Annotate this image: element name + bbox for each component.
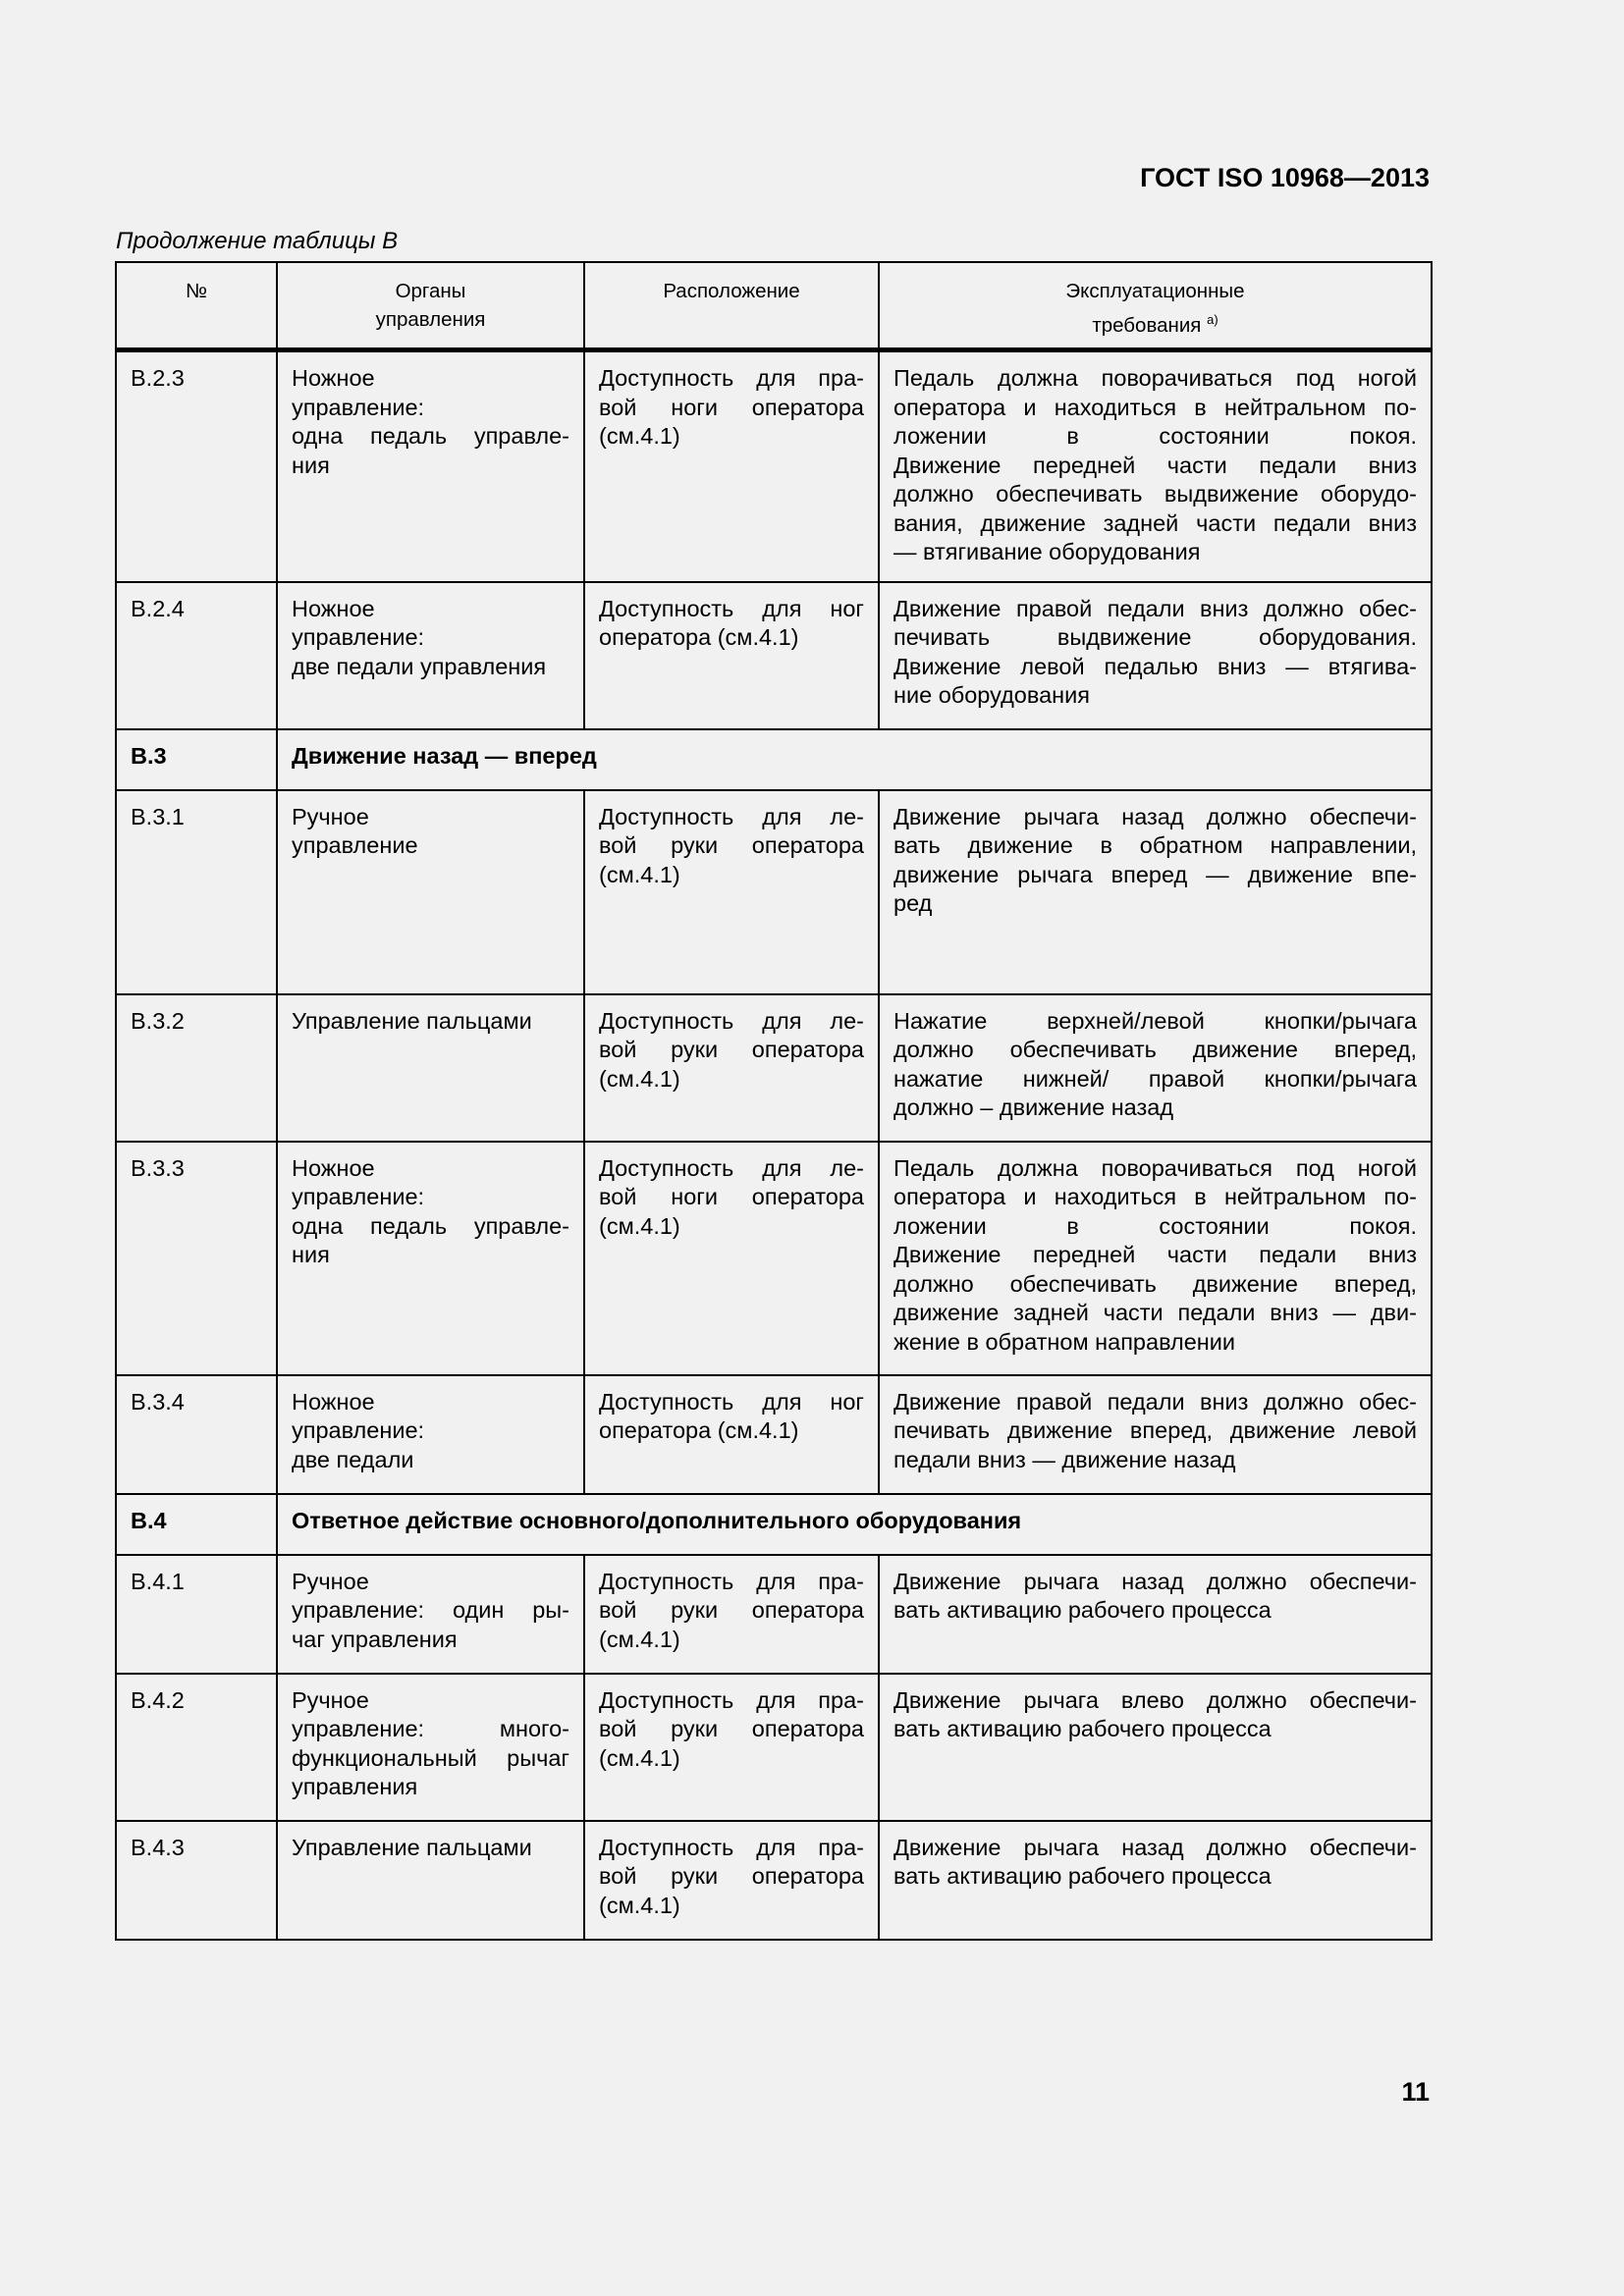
row-requirements-line: Движение правой педали вниз должно обес- bbox=[893, 1388, 1417, 1415]
row-num: B.3.4 bbox=[116, 1375, 277, 1494]
row-location-line: (см.4.1) bbox=[599, 423, 680, 449]
row-location-line: оператора (см.4.1) bbox=[599, 1417, 799, 1443]
row-location-line: (см.4.1) bbox=[599, 1626, 680, 1652]
row-requirements-line: ложении в состоянии покоя. bbox=[893, 1212, 1417, 1239]
row-requirements-line: оператора и находиться в нейтральном по- bbox=[893, 1184, 1417, 1209]
row-location-line: вой руки оператора bbox=[599, 1597, 864, 1623]
table-row bbox=[116, 1674, 1432, 1821]
table-row bbox=[116, 994, 1432, 1142]
row-location-line: вой руки оператора bbox=[599, 1863, 864, 1889]
table-row bbox=[116, 582, 1432, 729]
row-requirements-line: должно обеспечивать выдвижение оборудо- bbox=[893, 481, 1417, 507]
table-row bbox=[116, 350, 1432, 582]
footnote-marker: а) bbox=[1207, 312, 1218, 327]
row-controls-line: Ручное bbox=[292, 803, 369, 829]
row-requirements bbox=[879, 350, 1432, 582]
row-controls-line: одна педаль управле- bbox=[292, 1212, 569, 1239]
row-controls-line: управление: много- bbox=[292, 1716, 569, 1741]
row-controls bbox=[277, 1555, 584, 1674]
row-location-line: (см.4.1) bbox=[599, 1212, 680, 1239]
row-requirements bbox=[879, 1821, 1432, 1940]
row-location-line: вой руки оператора bbox=[599, 1037, 864, 1062]
row-controls-line: управление: bbox=[292, 1417, 425, 1443]
row-requirements-line: движение задней части педали вниз — дви- bbox=[893, 1300, 1417, 1325]
row-controls bbox=[277, 994, 584, 1142]
section-title: Движение назад — вперед bbox=[277, 729, 1432, 790]
controls-table bbox=[115, 261, 1433, 1941]
row-requirements bbox=[879, 1674, 1432, 1821]
row-location bbox=[584, 994, 879, 1142]
row-requirements-line: вать активацию рабочего процесса bbox=[893, 1863, 1272, 1889]
row-location-line: (см.4.1) bbox=[599, 1744, 680, 1771]
row-location-line: Доступность для ног bbox=[599, 1388, 864, 1415]
row-requirements bbox=[879, 1142, 1432, 1375]
row-requirements-line: вать движение в обратном направлении, bbox=[893, 832, 1417, 858]
row-location-line: Доступность для ле- bbox=[599, 1154, 864, 1181]
row-requirements-line: Движение рычага влево должно обеспечи- bbox=[893, 1686, 1417, 1713]
row-controls-line: Ножное bbox=[292, 1388, 375, 1415]
row-controls bbox=[277, 1674, 584, 1821]
row-requirements bbox=[879, 1555, 1432, 1674]
row-controls-line: Ножное bbox=[292, 1154, 375, 1181]
table-row bbox=[116, 1375, 1432, 1494]
row-requirements bbox=[879, 582, 1432, 729]
section-title: Ответное действие основного/дополнительного оборудования bbox=[277, 1494, 1432, 1555]
row-requirements-line: Движение рычага назад должно обеспечи- bbox=[893, 1834, 1417, 1860]
row-num: B.3.3 bbox=[116, 1142, 277, 1375]
row-location bbox=[584, 1555, 879, 1674]
row-controls-line: управление: bbox=[292, 394, 425, 420]
row-num: B.4.1 bbox=[116, 1555, 277, 1674]
row-num: B.2.4 bbox=[116, 582, 277, 729]
row-controls-line: две педали bbox=[292, 1446, 414, 1472]
row-controls-line: Ручное bbox=[292, 1686, 369, 1713]
row-requirements-line: Педаль должна поворачиваться под ногой bbox=[893, 1154, 1417, 1181]
row-requirements-line: — втягивание оборудования bbox=[893, 539, 1201, 564]
row-requirements-line: оператора и находиться в нейтральном по- bbox=[893, 394, 1417, 420]
row-controls bbox=[277, 350, 584, 582]
row-location-line: вой руки оператора bbox=[599, 1716, 864, 1741]
row-location bbox=[584, 1674, 879, 1821]
row-controls-line: управление: bbox=[292, 1184, 425, 1209]
row-location-line: Доступность для ног bbox=[599, 595, 864, 621]
row-requirements-line: движение рычага вперед — движение впе- bbox=[893, 861, 1417, 887]
row-controls-line: управление: один ры- bbox=[292, 1597, 569, 1623]
row-controls-line: Управление пальцами bbox=[292, 1007, 532, 1034]
row-location-line: Доступность для пра- bbox=[599, 365, 864, 391]
row-location-line: вой ноги оператора bbox=[599, 394, 864, 420]
row-controls bbox=[277, 582, 584, 729]
row-location-line: Доступность для ле- bbox=[599, 1007, 864, 1034]
row-controls-line: функциональный рычаг bbox=[292, 1744, 569, 1771]
row-location bbox=[584, 790, 879, 994]
row-num: B.3.2 bbox=[116, 994, 277, 1142]
row-requirements-line: ние оборудования bbox=[893, 682, 1090, 708]
row-controls bbox=[277, 1375, 584, 1494]
row-requirements-line: ложении в состоянии покоя. bbox=[893, 423, 1417, 449]
section-num: B.4 bbox=[116, 1494, 277, 1555]
row-location-line: Доступность для пра- bbox=[599, 1834, 864, 1860]
row-requirements-line: должно обеспечивать движение вперед, bbox=[893, 1037, 1417, 1062]
row-requirements-line: Движение правой педали вниз должно обес- bbox=[893, 595, 1417, 621]
row-controls-line: Управление пальцами bbox=[292, 1834, 532, 1860]
row-location bbox=[584, 350, 879, 582]
row-requirements bbox=[879, 790, 1432, 994]
row-requirements-line: нажатие нижней/ правой кнопки/рычага bbox=[893, 1065, 1417, 1092]
row-controls-line: ния bbox=[292, 1242, 330, 1267]
row-controls-line: управление bbox=[292, 832, 418, 858]
section-row bbox=[116, 729, 1432, 790]
row-location bbox=[584, 1821, 879, 1940]
document-code: ГОСТ ISO 10968—2013 bbox=[1140, 163, 1430, 192]
row-location-line: (см.4.1) bbox=[599, 861, 680, 887]
section-row bbox=[116, 1494, 1432, 1555]
table-row bbox=[116, 1142, 1432, 1375]
row-num: B.2.3 bbox=[116, 350, 277, 582]
row-controls-line: чаг управления bbox=[292, 1626, 458, 1652]
row-requirements-line: должно – движение назад bbox=[893, 1095, 1174, 1120]
row-location-line: оператора (см.4.1) bbox=[599, 624, 799, 650]
row-requirements-line: Нажатие верхней/левой кнопки/рычага bbox=[893, 1007, 1417, 1034]
row-requirements-line: вать активацию рабочего процесса bbox=[893, 1597, 1272, 1623]
row-location bbox=[584, 1375, 879, 1494]
row-requirements-line: педали вниз — движение назад bbox=[893, 1446, 1236, 1472]
row-requirements-line: ред bbox=[893, 890, 933, 916]
row-location-line: (см.4.1) bbox=[599, 1065, 680, 1092]
row-requirements-line: вания, движение задней части педали вниз bbox=[893, 509, 1417, 536]
table-header bbox=[116, 262, 1432, 350]
table-caption: Продолжение таблицы В bbox=[116, 228, 399, 254]
row-requirements-line: Движение рычага назад должно обеспечи- bbox=[893, 1568, 1417, 1594]
row-location-line: вой руки оператора bbox=[599, 832, 864, 858]
row-controls-line: две педали управления bbox=[292, 653, 547, 679]
row-controls bbox=[277, 1142, 584, 1375]
row-controls bbox=[277, 1821, 584, 1940]
row-controls-line: Ножное bbox=[292, 365, 375, 391]
row-num: B.4.2 bbox=[116, 1674, 277, 1821]
row-requirements-line: жение в обратном направлении bbox=[893, 1328, 1236, 1355]
row-location bbox=[584, 582, 879, 729]
row-requirements-line: Движение передней части педали вниз bbox=[893, 452, 1417, 478]
row-requirements-line: вать активацию рабочего процесса bbox=[893, 1716, 1272, 1741]
row-location-line: Доступность для пра- bbox=[599, 1686, 864, 1713]
row-requirements-line: печивать движение вперед, движение левой bbox=[893, 1417, 1417, 1443]
row-requirements-line: Движение передней части педали вниз bbox=[893, 1242, 1417, 1267]
row-requirements bbox=[879, 1375, 1432, 1494]
table-body bbox=[116, 350, 1432, 1940]
column-header-requirements: Эксплуатационные требования $^{а)}$ bbox=[879, 262, 1432, 350]
section-num: B.3 bbox=[116, 729, 277, 790]
row-requirements-line: Педаль должна поворачиваться под ногой bbox=[893, 365, 1417, 391]
row-controls bbox=[277, 790, 584, 994]
row-controls-line: управления bbox=[292, 1774, 418, 1799]
row-location-line: Доступность для ле- bbox=[599, 803, 864, 829]
row-location-line: Доступность для пра- bbox=[599, 1568, 864, 1594]
row-controls-line: одна педаль управле- bbox=[292, 423, 569, 449]
page-number: 11 bbox=[1401, 2077, 1430, 2107]
column-header-controls: Органы управления bbox=[277, 262, 584, 350]
table-row bbox=[116, 1555, 1432, 1674]
row-requirements-line: печивать выдвижение оборудования. bbox=[893, 624, 1417, 650]
row-num: B.3.1 bbox=[116, 790, 277, 994]
row-controls-line: Ручное bbox=[292, 1568, 369, 1594]
row-requirements-line: Движение рычага назад должно обеспечи- bbox=[893, 803, 1417, 829]
row-num: B.4.3 bbox=[116, 1821, 277, 1940]
column-header-num: № bbox=[116, 262, 277, 350]
row-controls-line: управление: bbox=[292, 624, 425, 650]
row-location-line: вой ноги оператора bbox=[599, 1184, 864, 1209]
column-header-location: Расположение bbox=[584, 262, 879, 350]
row-location bbox=[584, 1142, 879, 1375]
row-controls-line: Ножное bbox=[292, 595, 375, 621]
table-row bbox=[116, 1821, 1432, 1940]
row-requirements bbox=[879, 994, 1432, 1142]
row-requirements-line: должно обеспечивать движение вперед, bbox=[893, 1270, 1417, 1297]
row-controls-line: ния bbox=[292, 452, 330, 478]
row-requirements-line: Движение левой педалью вниз — втягива- bbox=[893, 653, 1417, 679]
table-row bbox=[116, 790, 1432, 994]
row-location-line: (см.4.1) bbox=[599, 1892, 680, 1918]
